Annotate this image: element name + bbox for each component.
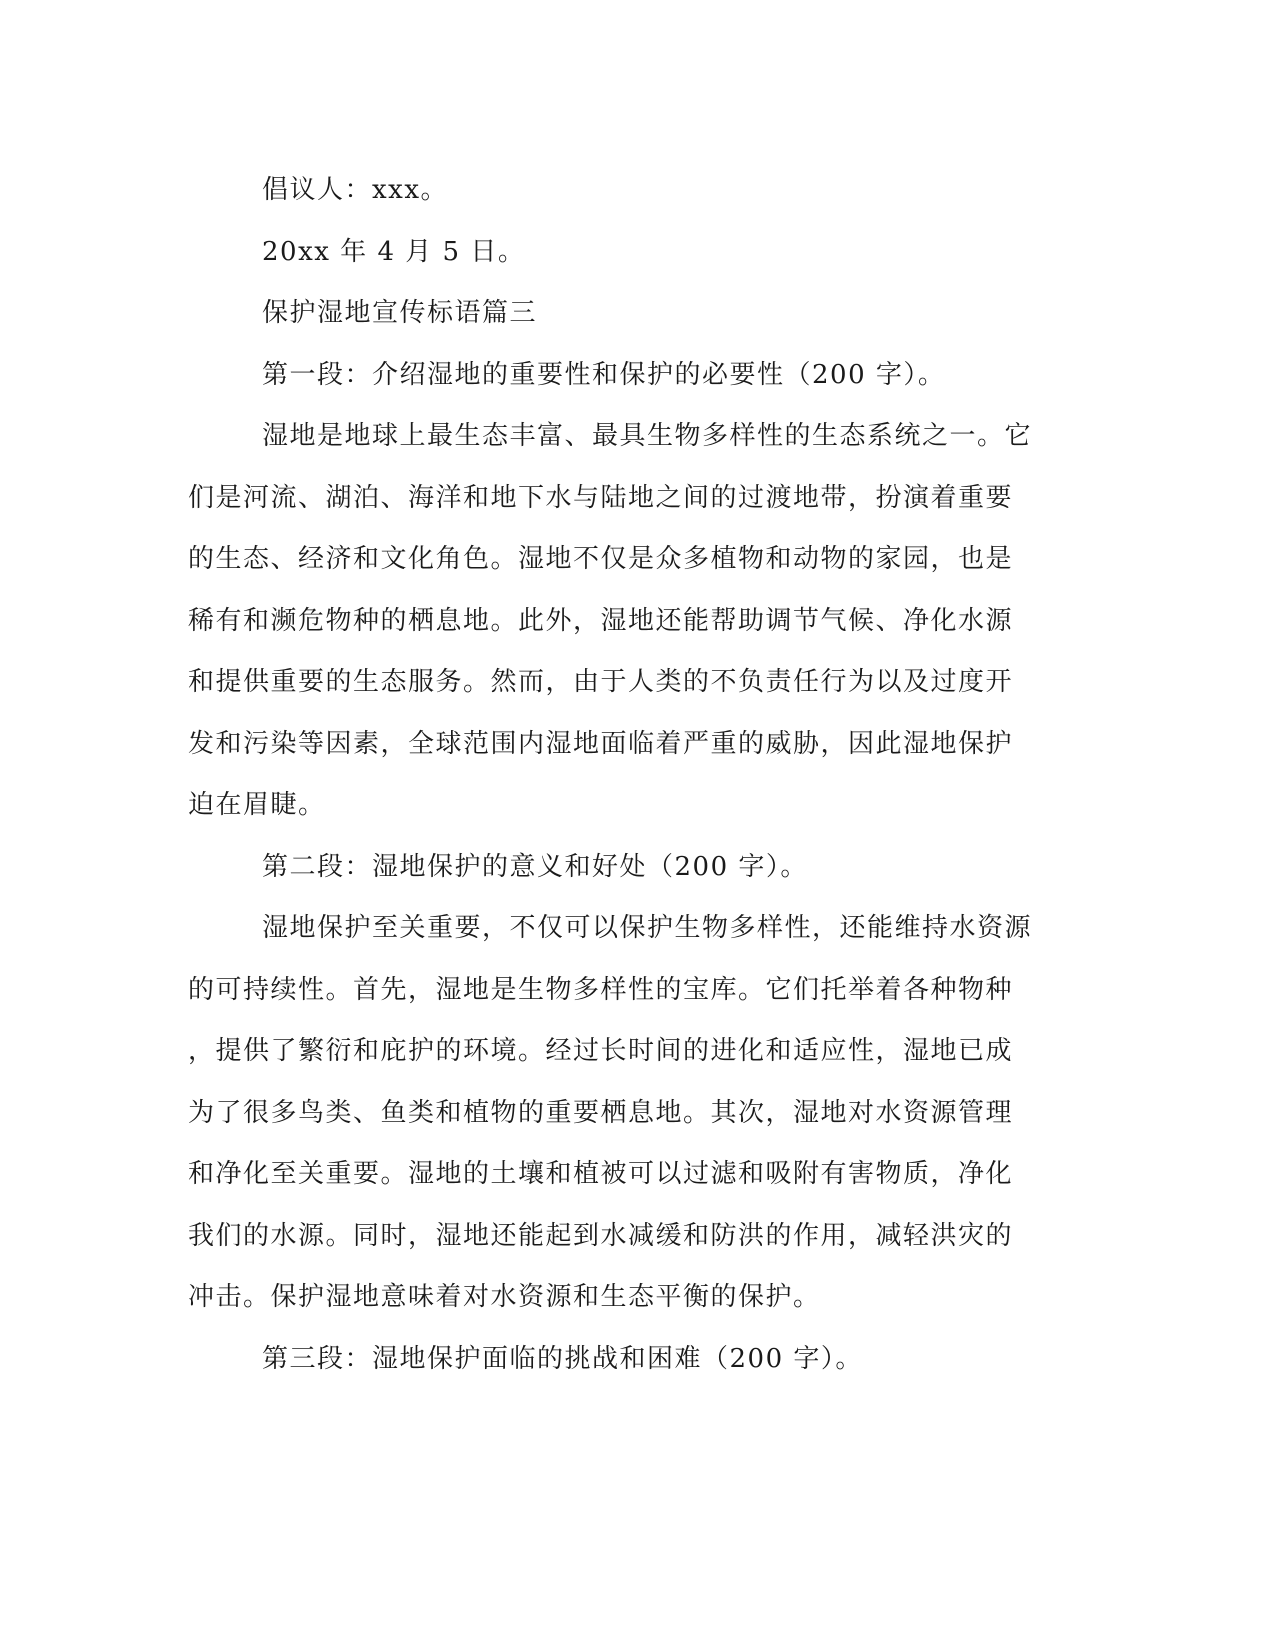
text-line: 我们的水源。同时，湿地还能起到水减缓和防洪的作用，减轻洪灾的 — [188, 1220, 1014, 1251]
text-line: 冲击。保护湿地意味着对水资源和生态平衡的保护。 — [188, 1282, 821, 1312]
date-line: 20xx 年 4 月 5 日。 — [262, 236, 526, 267]
text-line: 为了很多鸟类、鱼类和植物的重要栖息地。其次，湿地对水资源管理 — [188, 1097, 1014, 1128]
text-line: 的生态、经济和文化角色。湿地不仅是众多植物和动物的家园，也是 — [188, 544, 1014, 574]
signatory-line: 倡议人：xxx。 — [262, 175, 448, 205]
paragraph-heading-3: 第三段：湿地保护面临的挑战和困难（200 字）。 — [262, 1343, 863, 1374]
paragraph-heading-2: 第二段：湿地保护的意义和好处（200 字）。 — [262, 851, 808, 882]
text-line: 和提供重要的生态服务。然而，由于人类的不负责任行为以及过度开 — [188, 667, 1014, 697]
text-line: 湿地是地球上最生态丰富、最具生物多样性的生态系统之一。它 — [262, 421, 1033, 451]
text-line: 和净化至关重要。湿地的土壤和植被可以过滤和吸附有害物质，净化 — [188, 1159, 1014, 1189]
text-line: 湿地保护至关重要，不仅可以保护生物多样性，还能维持水资源 — [262, 913, 1033, 943]
text-line: 稀有和濒危物种的栖息地。此外，湿地还能帮助调节气候、净化水源 — [188, 605, 1014, 636]
text-line: 迫在眉睫。 — [188, 790, 326, 820]
text-line: 发和污染等因素，全球范围内湿地面临着严重的威胁，因此湿地保护 — [188, 728, 1014, 759]
text-line: ，提供了繁衍和庇护的环境。经过长时间的进化和适应性，湿地已成 — [188, 1036, 1014, 1066]
text-line: 的可持续性。首先，湿地是生物多样性的宝库。它们托举着各种物种 — [188, 974, 1014, 1005]
paragraph-heading-1: 第一段：介绍湿地的重要性和保护的必要性（200 字）。 — [262, 359, 946, 390]
text-line: 们是河流、湖泊、海洋和地下水与陆地之间的过渡地带，扮演着重要 — [188, 482, 1014, 513]
document-body — [188, 160, 1088, 1390]
section-title: 保护湿地宣传标语篇三 — [262, 298, 538, 328]
